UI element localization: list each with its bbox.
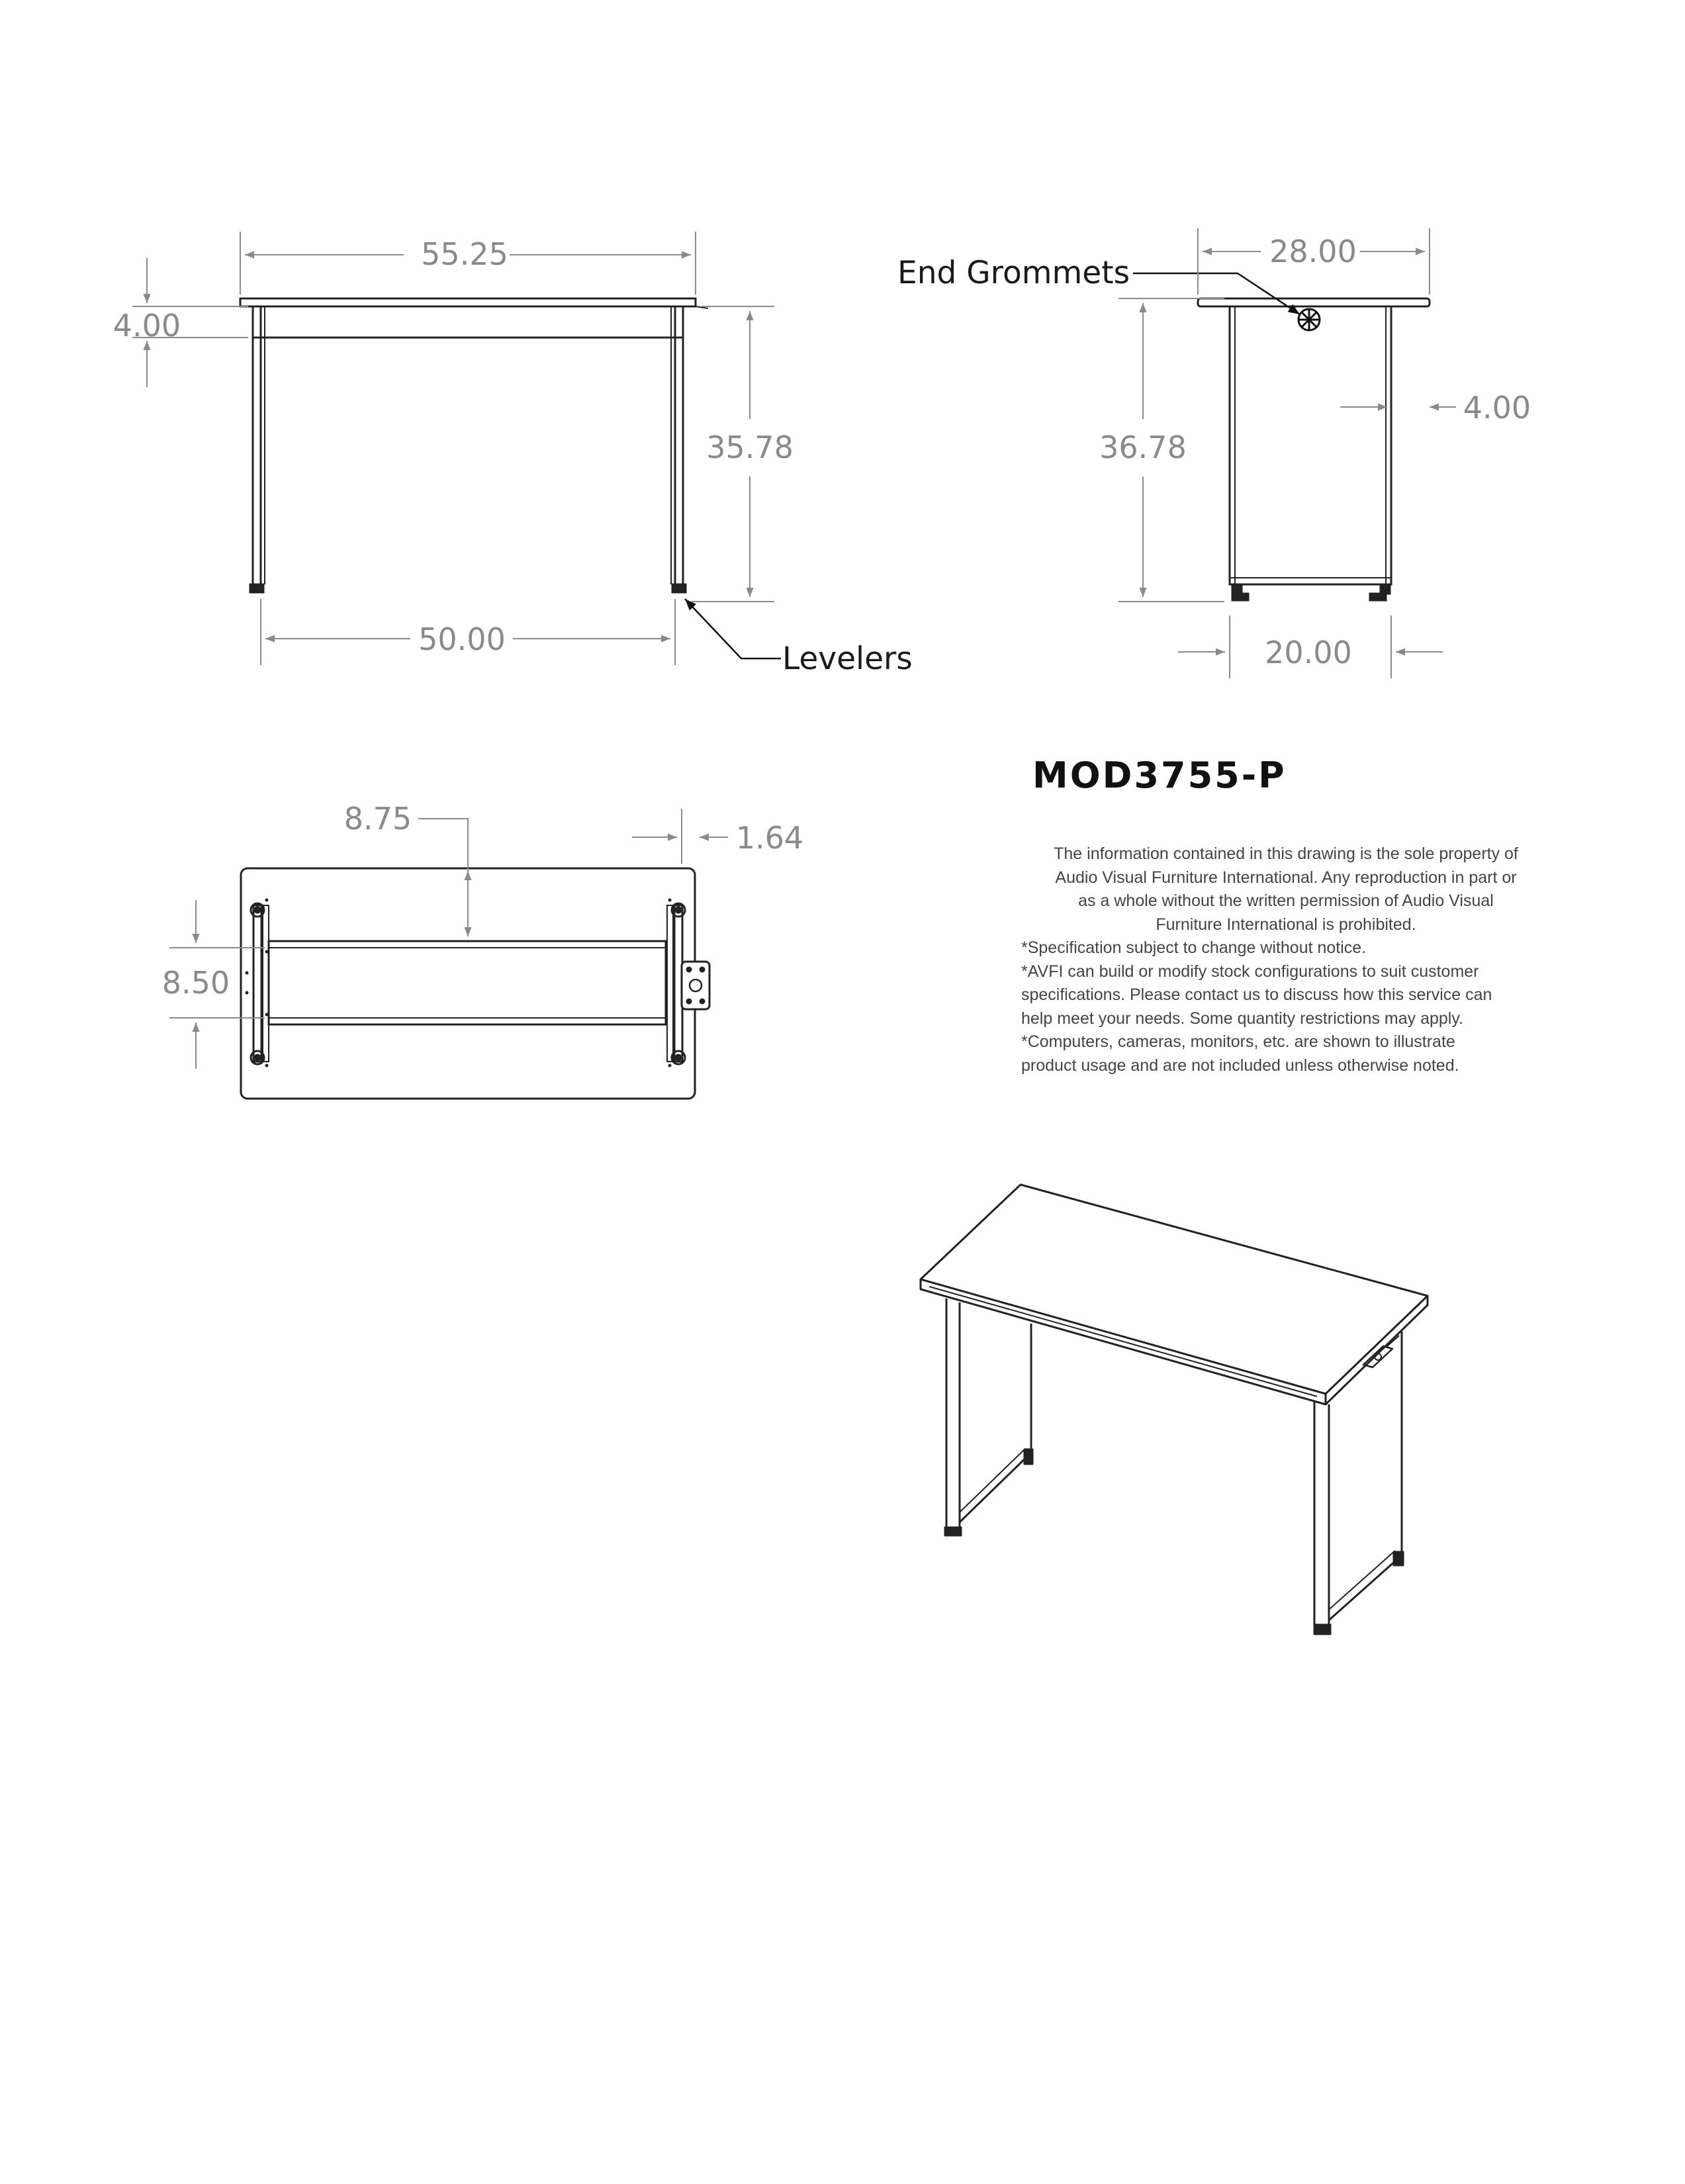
top-edge-dim: 1.64 [735, 820, 804, 856]
notes-line: product usage and are not included unless otherwise noted. [1021, 1056, 1459, 1075]
notes-paragraph-line: Audio Visual Furniture International. Any reproduction in part or [1055, 868, 1517, 887]
grommet-icon [1298, 309, 1320, 330]
notes-line: *Specification subject to change without notice. [1021, 938, 1367, 957]
levelers-leader [685, 599, 781, 659]
front-leg-height-dim: 35.78 [706, 430, 794, 465]
side-view [1198, 298, 1430, 600]
end-grommets-label: End Grommets [897, 255, 1130, 291]
notes-paragraph-line: as a whole without the written permission of Audio Visual [1078, 891, 1494, 910]
front-leg-span-dim: 50.00 [418, 621, 506, 657]
front-view [240, 298, 708, 592]
notes-line: *Computers, cameras, monitors, etc. are shown to illustrate [1021, 1032, 1455, 1051]
notes-paragraph-line: The information contained in this drawing is the sole property of [1054, 844, 1518, 863]
side-height-dim: 36.78 [1099, 430, 1187, 465]
isometric-view [921, 1185, 1428, 1634]
notes-line: specifications. Please contact us to discuss how this service can [1021, 985, 1492, 1004]
end-grommets-leader [1133, 273, 1300, 314]
top-offset-dim: 8.75 [343, 801, 412, 837]
side-depth-dim: 28.00 [1269, 234, 1357, 269]
top-apron-dim: 8.50 [161, 965, 230, 1001]
levelers-label: Levelers [782, 641, 913, 677]
front-width-dim: 55.25 [421, 236, 508, 272]
front-dimensions [132, 232, 774, 665]
front-apron-dim: 4.00 [113, 308, 181, 343]
notes-line: help meet your needs. Some quantity restrictions may apply. [1021, 1009, 1463, 1028]
top-view [241, 868, 709, 1099]
model-number: MOD3755-P [1032, 754, 1287, 796]
side-offset-dim: 4.00 [1463, 390, 1531, 426]
disclaimer-notes [1021, 842, 1551, 1077]
notes-line: *AVFI can build or modify stock configurations to suit customer [1021, 962, 1479, 981]
notes-paragraph-line: Furniture International is prohibited. [1156, 915, 1416, 934]
side-base-dim: 20.00 [1265, 635, 1352, 670]
